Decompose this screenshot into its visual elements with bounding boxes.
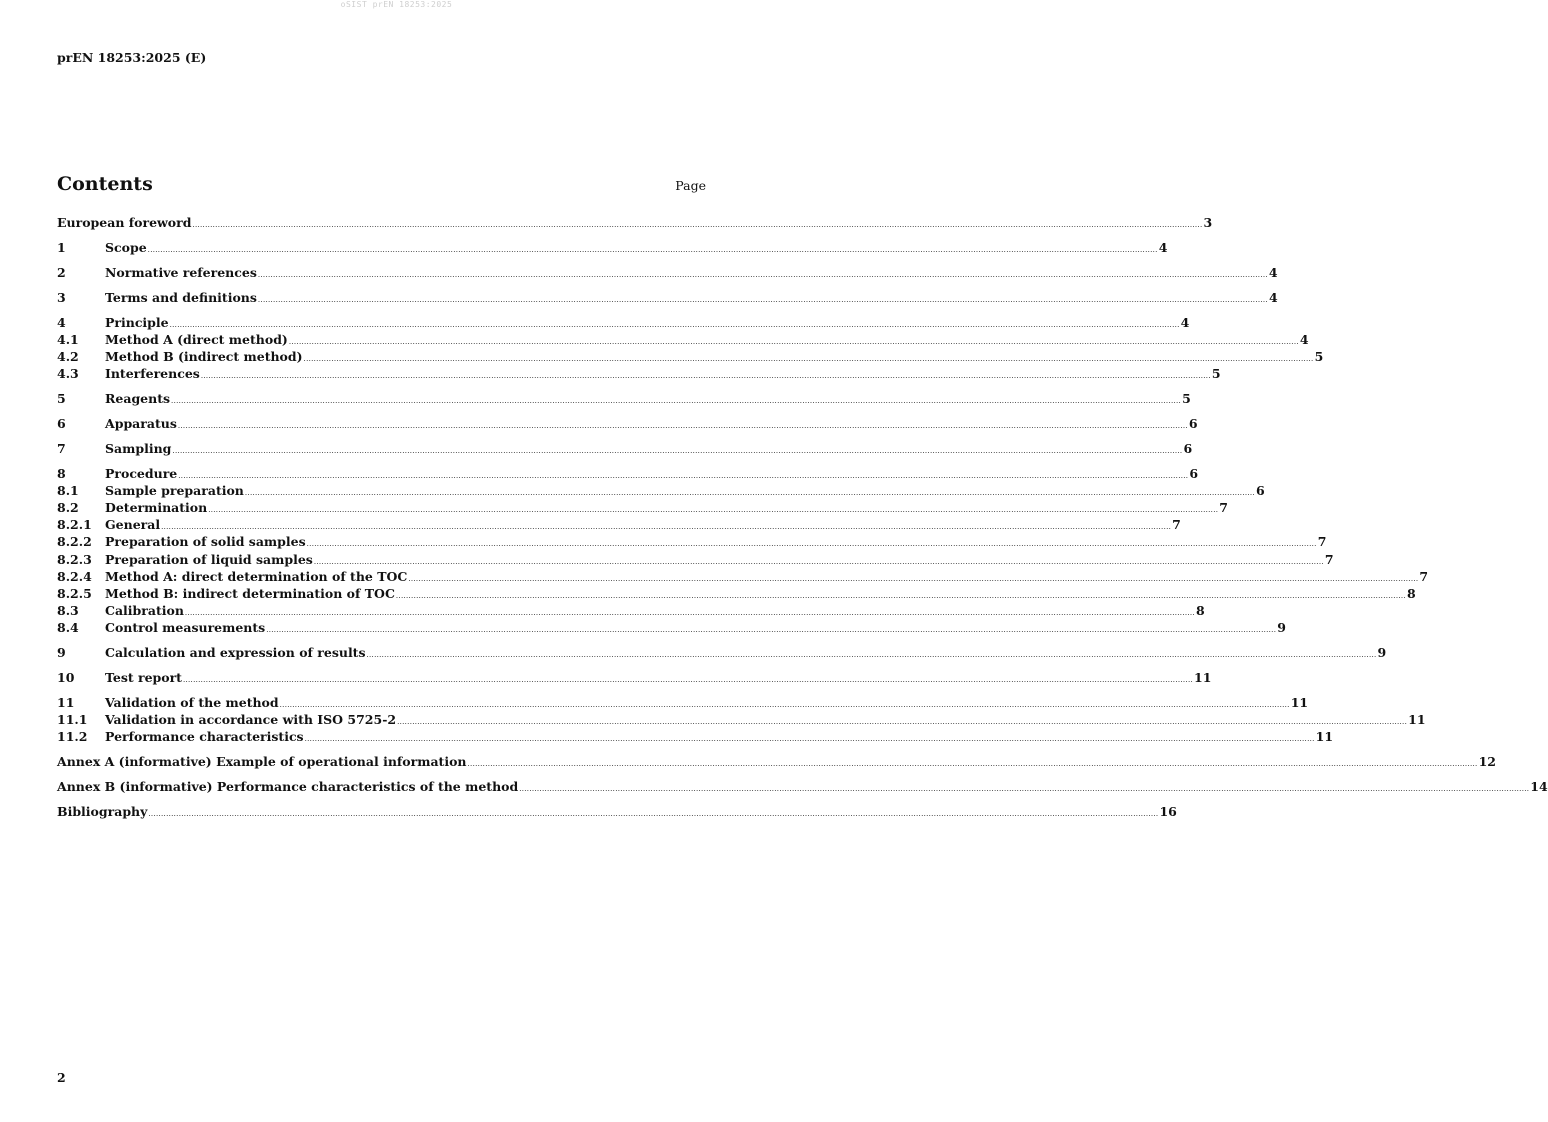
toc-entry-page: 5	[1182, 390, 1191, 406]
toc-entry[interactable]	[57, 390, 1191, 408]
dot-leader: ................................................................................................................................................................................................................................................................................................................................................................................................................	[257, 270, 1268, 279]
dot-leader: ................................................................................................................................................................................................................................................................................................................................................................................................................	[288, 337, 1299, 346]
toc-entry[interactable]	[57, 415, 1198, 433]
toc-entry-page: 6	[1188, 415, 1198, 431]
toc-entry-title: General	[105, 517, 161, 533]
toc-entry-title: Control measurements	[105, 620, 266, 636]
dot-leader: ................................................................................................................................................................................................................................................................................................................................................................................................................	[313, 557, 1324, 566]
toc-entry-title: Bibliography	[57, 803, 148, 819]
toc-entry[interactable]	[57, 348, 1324, 366]
toc-entry-number: 8.2.3	[57, 551, 92, 567]
toc-entry-title: Apparatus	[105, 415, 177, 431]
dot-leader: ................................................................................................................................................................................................................................................................................................................................................................................................................	[161, 523, 1172, 532]
toc-entry[interactable]	[57, 645, 1387, 662]
dot-leader: ................................................................................................................................................................................................................................................................................................................................................................................................................	[303, 354, 1314, 363]
toc-entry-title: Terms and definitions	[105, 289, 257, 305]
toc-entry-number: 8.2	[57, 499, 79, 515]
toc-entry[interactable]	[57, 289, 1278, 307]
toc-entry-number: 4.1	[57, 331, 79, 347]
toc-entry-title: Preparation of liquid samples	[105, 551, 313, 567]
dot-leader: ................................................................................................................................................................................................................................................................................................................................................................................................................	[395, 591, 1406, 600]
toc-entry-page: 7	[1172, 517, 1181, 533]
toc-entry-page: 4	[1158, 239, 1168, 255]
toc-entry-number: 9	[57, 645, 66, 661]
toc-entry-title: Annex B (informative) Performance characteristics of the method	[57, 779, 519, 794]
toc-entry-title: Method B: indirect determination of TOC	[105, 585, 395, 601]
toc-entry[interactable]	[57, 568, 1429, 586]
toc-entry-number: 2	[57, 264, 66, 280]
toc-entry-title: European foreword	[57, 215, 192, 230]
toc-entry-title: Interferences	[105, 366, 200, 382]
toc-entry-title: Validation in accordance with ISO 5725-2	[105, 712, 397, 728]
toc-entry-number: 3	[57, 289, 66, 305]
toc-entry[interactable]	[57, 314, 1190, 332]
toc-entry-number: 1	[57, 239, 66, 255]
toc-entry-title: Principle	[105, 314, 169, 330]
dot-leader: ................................................................................................................................................................................................................................................................................................................................................................................................................	[147, 245, 1158, 254]
toc-entry[interactable]	[57, 603, 1205, 620]
toc-entry-page: 11	[1194, 670, 1212, 685]
dot-leader: ................................................................................................................................................................................................................................................................................................................................................................................................................	[279, 700, 1290, 709]
toc-entry-title: Performance characteristics	[105, 729, 304, 745]
toc-entry-page: 9	[1377, 645, 1387, 661]
toc-entry-title: Sampling	[105, 440, 172, 456]
dot-leader: ................................................................................................................................................................................................................................................................................................................................................................................................................	[408, 574, 1419, 583]
toc-entry-title: Calculation and expression of results	[105, 645, 366, 661]
toc-entry[interactable]	[57, 366, 1221, 383]
toc-entry-page: 8	[1406, 585, 1416, 601]
toc-entry[interactable]	[57, 331, 1309, 349]
toc-entry-page: 7	[1419, 568, 1429, 584]
dot-leader: ................................................................................................................................................................................................................................................................................................................................................................................................................	[257, 295, 1268, 304]
document-id: prEN 18253:2025 (E)	[57, 50, 207, 65]
toc-entry-number: 4.2	[57, 348, 79, 364]
toc-entry[interactable]	[57, 754, 1496, 771]
dot-leader: ................................................................................................................................................................................................................................................................................................................................................................................................................	[304, 735, 1315, 744]
toc-entry-title: Reagents	[105, 390, 171, 406]
toc-entry-number: 11	[57, 694, 75, 710]
toc-entry-number: 4.3	[57, 366, 79, 382]
toc-entry-page: 3	[1203, 215, 1213, 230]
toc-entry-page: 8	[1195, 603, 1205, 619]
dot-leader: ................................................................................................................................................................................................................................................................................................................................................................................................................	[244, 488, 1255, 497]
toc-entry[interactable]	[57, 729, 1334, 746]
toc-entry-title: Method B (indirect method)	[105, 348, 303, 364]
toc-entry[interactable]	[57, 803, 1177, 821]
dot-leader: ................................................................................................................................................................................................................................................................................................................................................................................................................	[397, 718, 1408, 727]
toc-entry-number: 5	[57, 390, 66, 406]
dot-leader: ................................................................................................................................................................................................................................................................................................................................................................................................................	[182, 676, 1194, 684]
dot-leader: ................................................................................................................................................................................................................................................................................................................................................................................................................	[266, 626, 1277, 635]
toc-entry[interactable]	[57, 239, 1168, 257]
toc-entry-title: Preparation of solid samples	[105, 534, 306, 550]
toc-entry[interactable]	[57, 694, 1309, 712]
toc-entry[interactable]	[57, 482, 1265, 500]
toc-entry-page: 7	[1219, 499, 1228, 515]
toc-entry[interactable]	[57, 264, 1278, 282]
dot-leader: ................................................................................................................................................................................................................................................................................................................................................................................................................	[200, 372, 1211, 381]
toc-entry-page: 6	[1183, 440, 1193, 456]
dot-leader: ................................................................................................................................................................................................................................................................................................................................................................................................................	[178, 471, 1189, 480]
dot-leader: ................................................................................................................................................................................................................................................................................................................................................................................................................	[467, 760, 1478, 769]
toc-entry-number: 7	[57, 440, 66, 456]
toc-entry-page: 5	[1211, 366, 1221, 382]
toc-entry-page: 12	[1478, 754, 1496, 770]
toc-entry[interactable]	[57, 499, 1228, 517]
toc-entry-number: 4	[57, 314, 66, 330]
toc-entry-title: Normative references	[105, 264, 257, 280]
dot-leader: ................................................................................................................................................................................................................................................................................................................................................................................................................	[172, 446, 1183, 455]
dot-leader: ................................................................................................................................................................................................................................................................................................................................................................................................................	[192, 221, 1203, 229]
toc-entry-title: Procedure	[105, 465, 178, 481]
watermark: oSIST prEN 18253:2025	[340, 0, 453, 9]
toc-entry-page: 11	[1315, 729, 1334, 745]
toc-entry-number: 11.2	[57, 729, 88, 745]
toc-entry-page: 7	[1324, 551, 1334, 567]
dot-leader: ................................................................................................................................................................................................................................................................................................................................................................................................................	[169, 320, 1180, 329]
toc-entry-number: 8.2.5	[57, 585, 92, 601]
toc-entry[interactable]	[57, 215, 1213, 232]
toc-entry-number: 8	[57, 465, 66, 481]
toc-entry-number: 8.2.1	[57, 517, 92, 533]
dot-leader: ................................................................................................................................................................................................................................................................................................................................................................................................................	[184, 609, 1195, 618]
toc-entry[interactable]	[57, 712, 1426, 729]
toc-entry-title: Method A (direct method)	[105, 331, 288, 347]
toc-entry-page: 6	[1255, 482, 1265, 498]
toc-entry[interactable]	[57, 620, 1286, 637]
page-number: 2	[57, 1070, 66, 1085]
toc-entry-page: 4	[1268, 264, 1278, 280]
dot-leader: ................................................................................................................................................................................................................................................................................................................................................................................................................	[208, 505, 1219, 514]
toc-entry-page: 6	[1189, 465, 1199, 481]
toc-entry-page: 16	[1159, 803, 1177, 819]
dot-leader: ................................................................................................................................................................................................................................................................................................................................................................................................................	[177, 421, 1188, 430]
toc-entry[interactable]	[57, 465, 1199, 483]
toc-entry-number: 8.2.4	[57, 568, 92, 584]
toc-entry[interactable]	[57, 585, 1416, 603]
toc-entry-page: 11	[1290, 694, 1309, 710]
dot-leader: ................................................................................................................................................................................................................................................................................................................................................................................................................	[519, 785, 1530, 793]
toc-entry-page: 7	[1317, 534, 1327, 550]
toc-entry-title: Test report	[105, 670, 182, 685]
toc-entry-number: 8.4	[57, 620, 79, 636]
contents-header	[57, 173, 706, 195]
toc-entry[interactable]	[57, 534, 1327, 551]
toc-entry[interactable]	[57, 440, 1193, 458]
toc-entry[interactable]	[57, 517, 1181, 534]
toc-entry-title: Annex A (informative) Example of operational information	[57, 754, 467, 770]
toc-entry-number: 6	[57, 415, 66, 431]
toc-entry-page: 4	[1180, 314, 1190, 330]
toc-entry-title: Calibration	[105, 603, 184, 619]
toc-entry-page: 4	[1299, 331, 1309, 347]
toc-entry-title: Validation of the method	[105, 694, 279, 710]
dot-leader: ................................................................................................................................................................................................................................................................................................................................................................................................................	[148, 809, 1159, 818]
toc-entry[interactable]	[57, 779, 1548, 796]
page-column-label: Page	[675, 178, 706, 193]
toc-entry-page: 4	[1268, 289, 1278, 305]
toc-entry-title: Scope	[105, 239, 147, 255]
toc-entry-title: Method A: direct determination of the TOC	[105, 568, 408, 584]
dot-leader: ................................................................................................................................................................................................................................................................................................................................................................................................................	[171, 396, 1182, 405]
toc-entry-number: 8.2.2	[57, 534, 92, 550]
toc-entry-page: 9	[1277, 620, 1286, 636]
toc-entry-number: 8.3	[57, 603, 79, 619]
dot-leader: ................................................................................................................................................................................................................................................................................................................................................................................................................	[306, 540, 1317, 549]
table-of-contents	[57, 215, 1548, 821]
toc-entry-number: 8.1	[57, 482, 79, 498]
toc-entry-number: 11.1	[57, 712, 88, 728]
toc-entry-number: 10	[57, 670, 75, 685]
toc-entry-page: 11	[1408, 712, 1426, 728]
dot-leader: ................................................................................................................................................................................................................................................................................................................................................................................................................	[366, 651, 1377, 660]
toc-entry[interactable]	[57, 670, 1212, 687]
toc-entry-title: Determination	[105, 499, 208, 515]
toc-entry-title: Sample preparation	[105, 482, 244, 498]
contents-title: Contents	[57, 173, 153, 195]
toc-entry[interactable]	[57, 551, 1334, 569]
toc-entry-page: 14	[1530, 779, 1548, 794]
toc-entry-page: 5	[1314, 348, 1324, 364]
